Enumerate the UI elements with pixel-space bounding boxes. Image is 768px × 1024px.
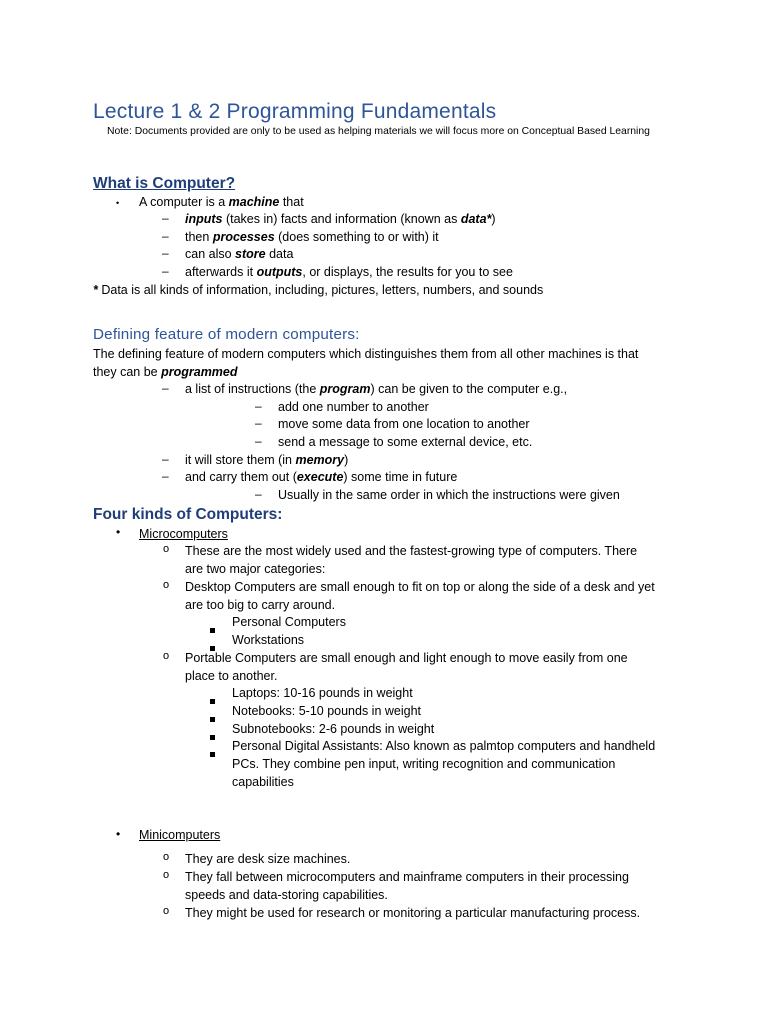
dash-marker: – bbox=[162, 246, 169, 260]
dash-marker: – bbox=[162, 469, 169, 483]
circle-marker: o bbox=[163, 579, 170, 591]
bullet-marker: • bbox=[116, 827, 121, 841]
circle-marker: o bbox=[163, 543, 170, 555]
list-item-continued: speeds and data-storing capabilities. bbox=[185, 888, 388, 902]
footnote: * Data is all kinds of information, including, pictures, letters, numbers, and sounds bbox=[93, 283, 544, 297]
circle-marker: o bbox=[163, 905, 170, 917]
list-item: Portable Computers are small enough and light enough to move easily from one bbox=[185, 651, 628, 665]
list-item: it will store them (in memory) bbox=[185, 453, 349, 467]
dash-marker: – bbox=[162, 381, 169, 395]
list-item: They might be used for research or monitoring a particular manufacturing process. bbox=[185, 906, 641, 920]
section-heading-defining-feature: Defining feature of modern computers: bbox=[93, 326, 360, 343]
list-item-continued: place to another. bbox=[185, 669, 278, 683]
bullet-marker: • bbox=[116, 525, 121, 539]
list-item: and carry them out (execute) some time in future bbox=[185, 470, 458, 484]
list-item: Notebooks: 5-10 pounds in weight bbox=[232, 704, 422, 718]
square-marker bbox=[210, 709, 215, 727]
section-heading-what-is-computer: What is Computer? bbox=[93, 175, 236, 192]
square-marker bbox=[210, 620, 215, 638]
list-item: Workstations bbox=[232, 633, 305, 647]
list-item: These are the most widely used and the fastest-growing type of computers. There bbox=[185, 544, 638, 558]
page-title: Lecture 1 & 2 Programming Fundamentals bbox=[93, 100, 497, 123]
paragraph-line: The defining feature of modern computers which distinguishes them from all other machines is that bbox=[93, 347, 639, 361]
list-item: They fall between microcomputers and mainframe computers in their processing bbox=[185, 870, 629, 884]
list-item: Personal Computers bbox=[232, 615, 346, 629]
dash-marker: – bbox=[162, 211, 169, 225]
minicomputers-label: Minicomputers bbox=[139, 828, 221, 842]
dash-marker: – bbox=[162, 229, 169, 243]
list-item: Usually in the same order in which the instructions were given bbox=[278, 488, 620, 502]
dash-marker: – bbox=[255, 416, 262, 430]
circle-marker: o bbox=[163, 650, 170, 662]
dash-marker: – bbox=[255, 399, 262, 413]
list-item: Desktop Computers are small enough to fit on top or along the side of a desk and yet bbox=[185, 580, 655, 594]
list-item: A computer is a machine that bbox=[139, 195, 304, 209]
paragraph-line: they can be programmed bbox=[93, 365, 238, 379]
list-item: inputs (takes in) facts and information (known as data*) bbox=[185, 212, 496, 226]
dash-marker: – bbox=[255, 434, 262, 448]
circle-marker: o bbox=[163, 851, 170, 863]
document-note: Note: Documents provided are only to be used as helping materials we will focus more on Conceptual Based Learning bbox=[107, 126, 650, 137]
bullet-marker: • bbox=[116, 198, 120, 208]
list-item: can also store data bbox=[185, 247, 294, 261]
list-item-continued: are too big to carry around. bbox=[185, 598, 336, 612]
list-item: Subnotebooks: 2-6 pounds in weight bbox=[232, 722, 435, 736]
list-item: send a message to some external device, etc. bbox=[278, 435, 533, 449]
dash-marker: – bbox=[255, 487, 262, 501]
list-item: Personal Digital Assistants: Also known as palmtop computers and handheld bbox=[232, 739, 656, 753]
list-item: then processes (does something to or with) it bbox=[185, 230, 439, 244]
list-item: add one number to another bbox=[278, 400, 429, 414]
list-item: They are desk size machines. bbox=[185, 852, 351, 866]
section-heading-four-kinds: Four kinds of Computers: bbox=[93, 506, 283, 523]
list-item: afterwards it outputs, or displays, the results for you to see bbox=[185, 265, 513, 279]
list-item: a list of instructions (the program) can be given to the computer e.g., bbox=[185, 382, 568, 396]
list-item-continued: PCs. They combine pen input, writing recognition and communication bbox=[232, 757, 616, 771]
square-marker bbox=[210, 691, 215, 709]
square-marker bbox=[210, 727, 215, 745]
list-item: move some data from one location to another bbox=[278, 417, 530, 431]
list-item: Laptops: 10-16 pounds in weight bbox=[232, 686, 413, 700]
list-item-continued: capabilities bbox=[232, 775, 294, 789]
dash-marker: – bbox=[162, 264, 169, 278]
dash-marker: – bbox=[162, 452, 169, 466]
square-marker bbox=[210, 744, 215, 762]
circle-marker: o bbox=[163, 869, 170, 881]
list-item-continued: are two major categories: bbox=[185, 562, 326, 576]
microcomputers-label: Microcomputers bbox=[139, 527, 228, 541]
